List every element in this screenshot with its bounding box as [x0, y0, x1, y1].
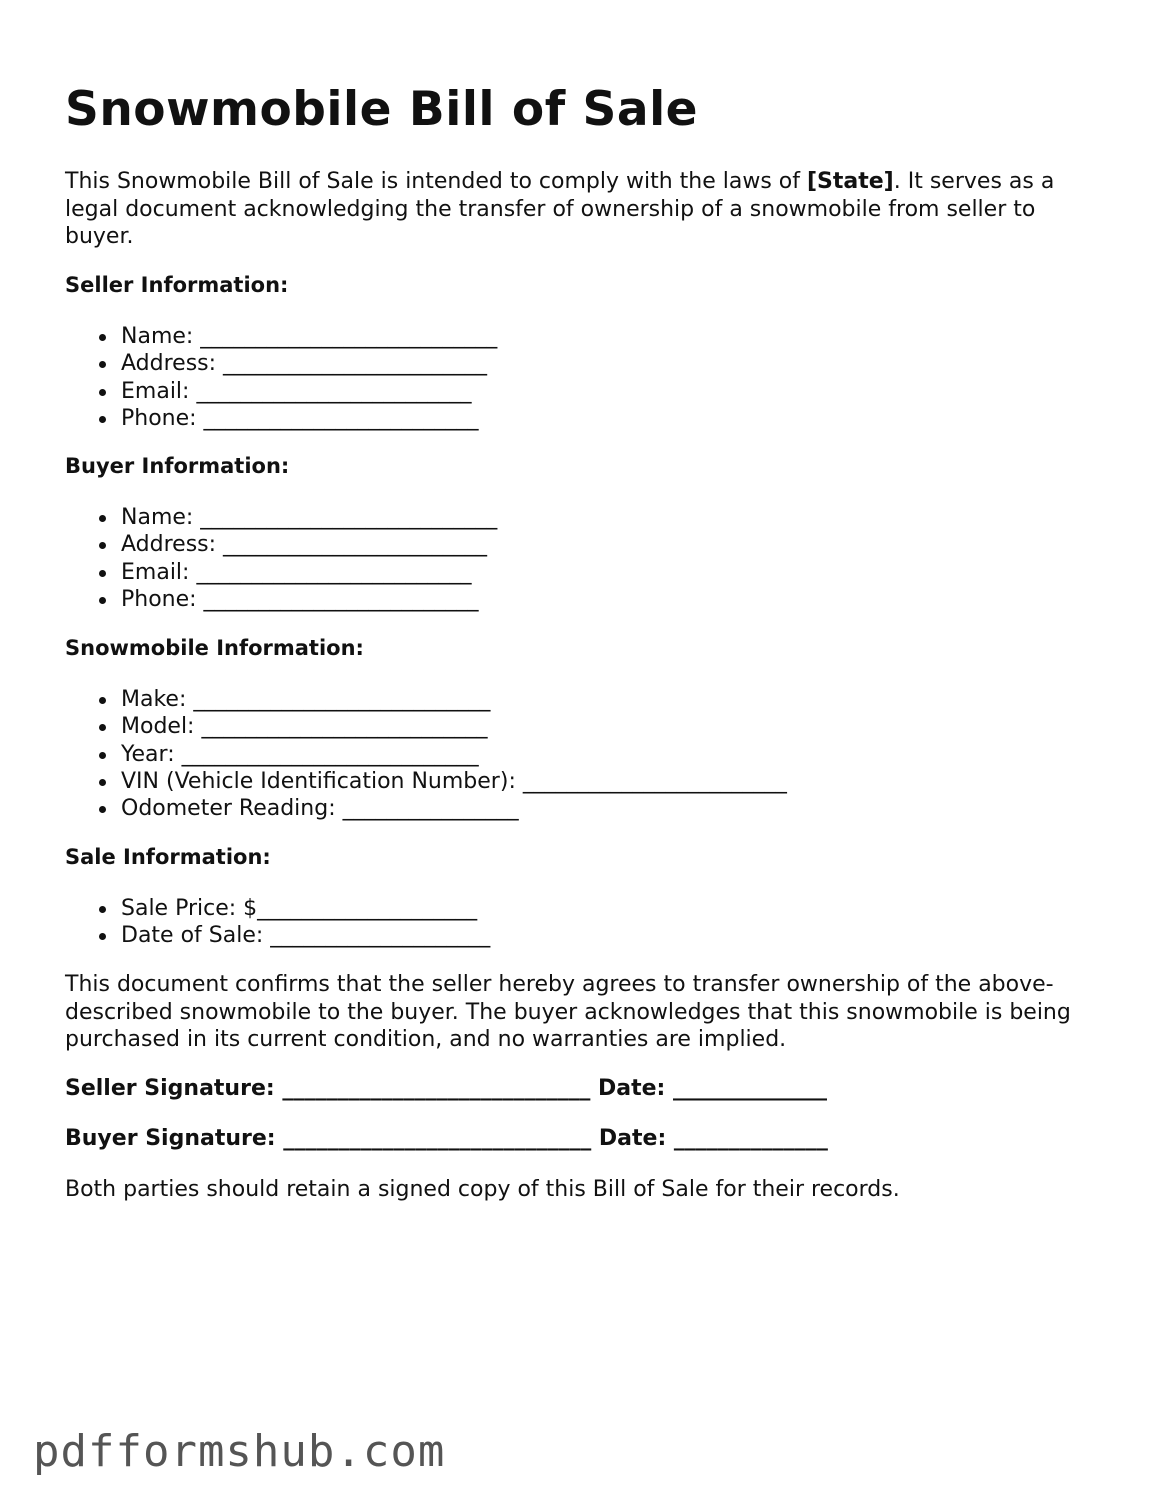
seller-information-heading: Seller Information:	[65, 273, 289, 297]
snowmobile-model-field: Model: __________________________	[121, 713, 787, 740]
closing-note: Both parties should retain a signed copy of this Bill of Sale for their records.	[65, 1177, 900, 1202]
snowmobile-information-heading: Snowmobile Information:	[65, 636, 364, 660]
confirmation-paragraph: This document confirms that the seller hereby agrees to transfer ownership of the above-described snowmobile to the buyer. The buyer acknowledges that this snowmobile is being purchased in its current condition, and no warranties are implied.	[65, 972, 1071, 1052]
sale-date-field: Date of Sale: ____________________	[121, 923, 491, 949]
buyer-information-heading: Buyer Information:	[65, 454, 290, 478]
snowmobile-odometer-field: Odometer Reading: ________________	[121, 795, 787, 822]
sale-information-heading: Sale Information:	[65, 845, 271, 869]
buyer-signature-line: Buyer Signature: ____________________________ Date: ______________	[65, 1126, 828, 1151]
state-placeholder: [State]	[806, 169, 894, 194]
buyer-phone-field: Phone: _________________________	[121, 586, 497, 613]
snowmobile-vin-field: VIN (Vehicle Identification Number): ________________________	[121, 768, 787, 794]
buyer-information-list	[65, 504, 497, 613]
intro-text-start: This Snowmobile Bill of Sale is intended to comply with the laws of	[65, 169, 807, 194]
buyer-name-field: Name: ___________________________	[121, 505, 498, 530]
buyer-email-field: Email: _________________________	[121, 559, 497, 586]
document-title: Snowmobile Bill of Sale	[65, 82, 699, 137]
intro-text-end: . It serves as a legal document acknowledging the transfer of ownership of a snowmobile from seller to buyer.	[65, 169, 1055, 249]
seller-information-list	[65, 323, 497, 432]
seller-signature-line: Seller Signature: ____________________________ Date: ______________	[65, 1076, 827, 1101]
sale-price-field: Sale Price: $____________________	[121, 895, 490, 922]
intro-paragraph	[65, 168, 1110, 251]
snowmobile-make-field: Make: ___________________________	[121, 686, 787, 713]
buyer-address-field: Address: ________________________	[121, 531, 497, 558]
seller-phone-field: Phone: _________________________	[121, 405, 497, 432]
snowmobile-year-field: Year: ___________________________	[121, 741, 787, 768]
snowmobile-information-list	[65, 686, 787, 822]
sale-information-list	[65, 895, 490, 950]
watermark: pdfformshub.com	[33, 1426, 446, 1477]
seller-email-field: Email: _________________________	[121, 378, 497, 405]
seller-address-field: Address: ________________________	[121, 350, 497, 377]
seller-name-field: Name: ___________________________	[121, 324, 498, 349]
